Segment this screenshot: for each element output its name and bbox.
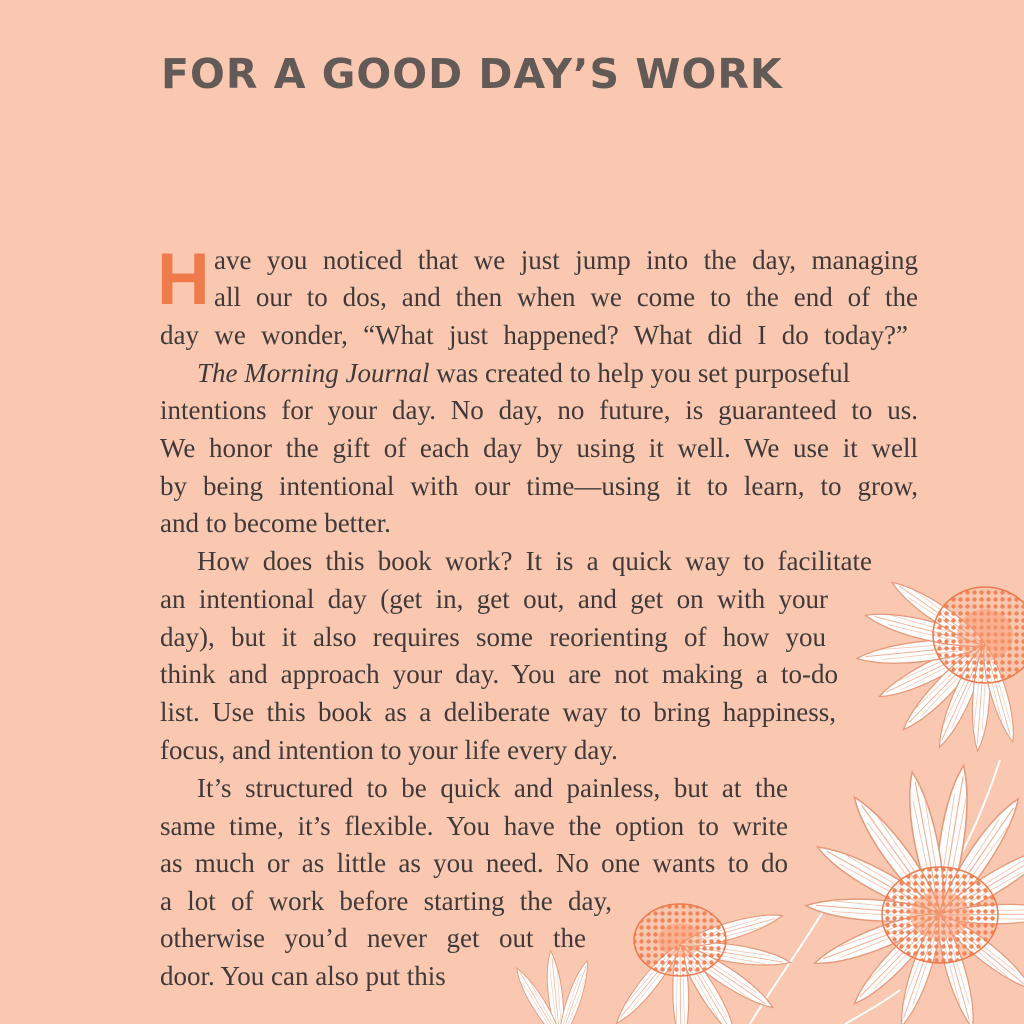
drop-cap: H (157, 239, 210, 320)
body-line: It’s structured to be quick and painless, but at the (197, 773, 788, 803)
flower-bottom-partial (512, 950, 595, 1024)
body-line: by being intentional with our time—using it to learn, to grow, (160, 471, 918, 501)
body-line-rest: was created to help you set purposeful (436, 358, 851, 388)
body-line: door. You can also put this (160, 961, 446, 991)
body-line: same time, it’s flexible. You have the option to write (160, 811, 788, 841)
body-line: all our to dos, and then when we come to the end of the (214, 282, 918, 312)
body-line: as much or as little as you need. No one wants to do (160, 848, 788, 878)
flower-top-right (856, 574, 1024, 752)
body-line: an intentional day (get in, get out, and get on with your (160, 584, 828, 614)
body-line: How does this book work? It is a quick way to facilitate (197, 546, 872, 576)
body-line: think and approach your day. You are not making a to-do (160, 659, 838, 689)
body-line: ave you noticed that we just jump into the day, managing (214, 245, 918, 275)
flower-large (805, 764, 1024, 1024)
body-line: focus, and intention to your life every day. (160, 735, 618, 765)
body-line: We honor the gift of each day by using it well. We use it well (160, 433, 918, 463)
flower-small (610, 904, 792, 1024)
body-line: a lot of work before starting the day, (160, 886, 612, 916)
body-line: intentions for your day. No day, no future, is guaranteed to us. (160, 395, 918, 425)
body-line: list. Use this book as a deliberate way to bring happiness, (160, 697, 836, 727)
page-title: FOR A GOOD DAY’S WORK (161, 50, 783, 98)
body-line: day we wonder, “What just happened? What did I do today?” (160, 320, 908, 350)
book-title: The Morning Journal (197, 358, 430, 388)
body-line: and to become better. (160, 508, 391, 538)
body-line: otherwise you’d never get out the (160, 923, 586, 953)
body-line: day), but it also requires some reorienting of how you (160, 622, 826, 652)
